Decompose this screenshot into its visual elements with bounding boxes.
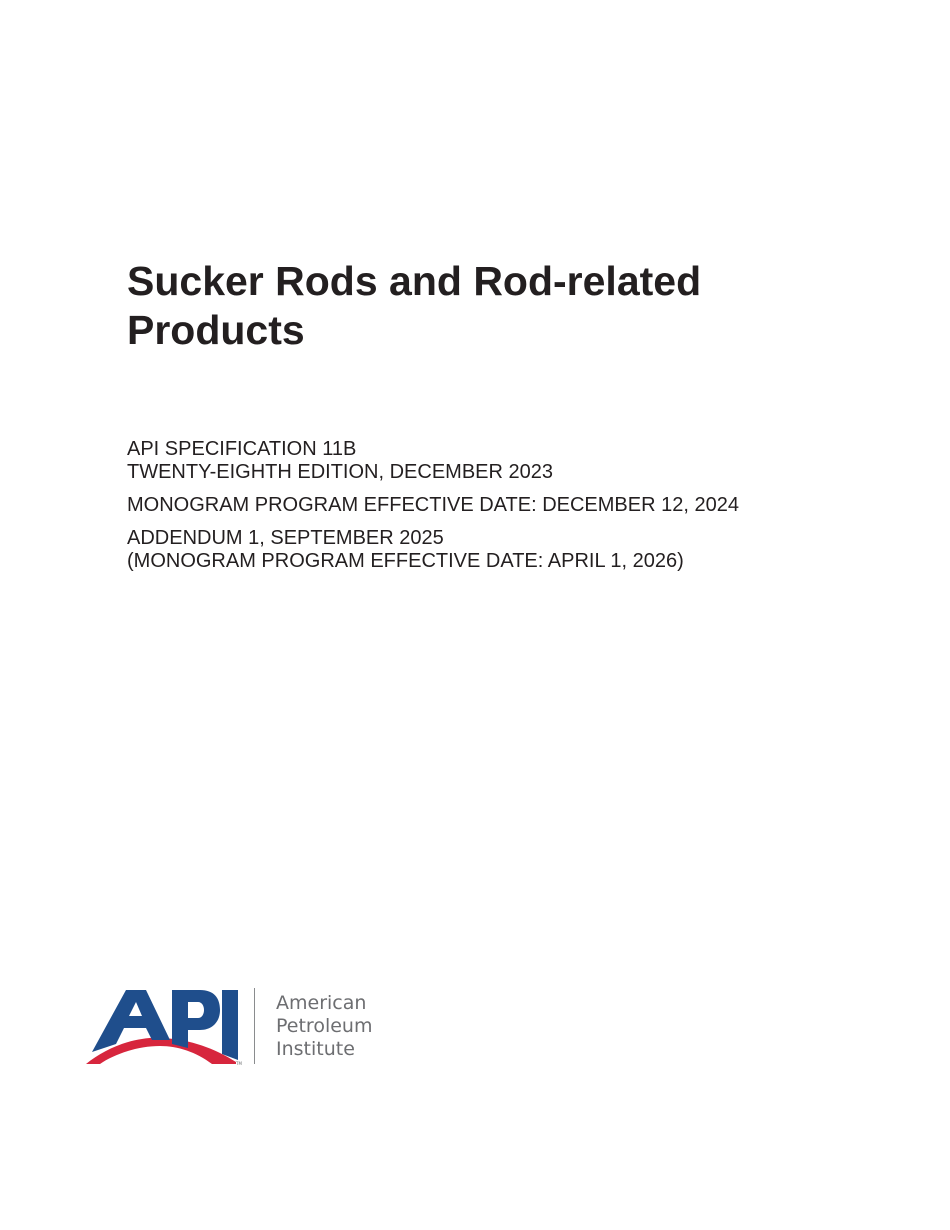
- spec-number: API SPECIFICATION 11B: [127, 438, 357, 460]
- org-line-2: Petroleum: [276, 1015, 373, 1037]
- logo-letter-p: [172, 990, 220, 1048]
- api-logo-mark: [86, 986, 242, 1066]
- spec-block: [127, 438, 887, 484]
- document-info: [127, 438, 887, 583]
- edition-line: TWENTY-EIGHTH EDITION, DECEMBER 2023: [127, 461, 553, 483]
- monogram-block: [127, 494, 887, 517]
- svg-text:TM: TM: [236, 1061, 242, 1066]
- addendum-line: ADDENDUM 1, SEPTEMBER 2025: [127, 527, 444, 549]
- org-line-3: Institute: [276, 1038, 355, 1060]
- logo-org-name: [276, 992, 372, 1061]
- addendum-block: [127, 527, 887, 573]
- logo-letter-i: [222, 990, 238, 1060]
- addendum-monogram-date: (MONOGRAM PROGRAM EFFECTIVE DATE: APRIL 1, 2026): [127, 550, 684, 572]
- title-line-2: Products: [127, 307, 305, 353]
- org-line-1: American: [276, 992, 367, 1014]
- monogram-effective-date: MONOGRAM PROGRAM EFFECTIVE DATE: DECEMBER 12, 2024: [127, 494, 739, 516]
- logo-divider: [254, 988, 255, 1064]
- api-logo: [86, 986, 386, 1066]
- title-line-1: Sucker Rods and Rod-related: [127, 258, 702, 304]
- page-title: [127, 257, 847, 355]
